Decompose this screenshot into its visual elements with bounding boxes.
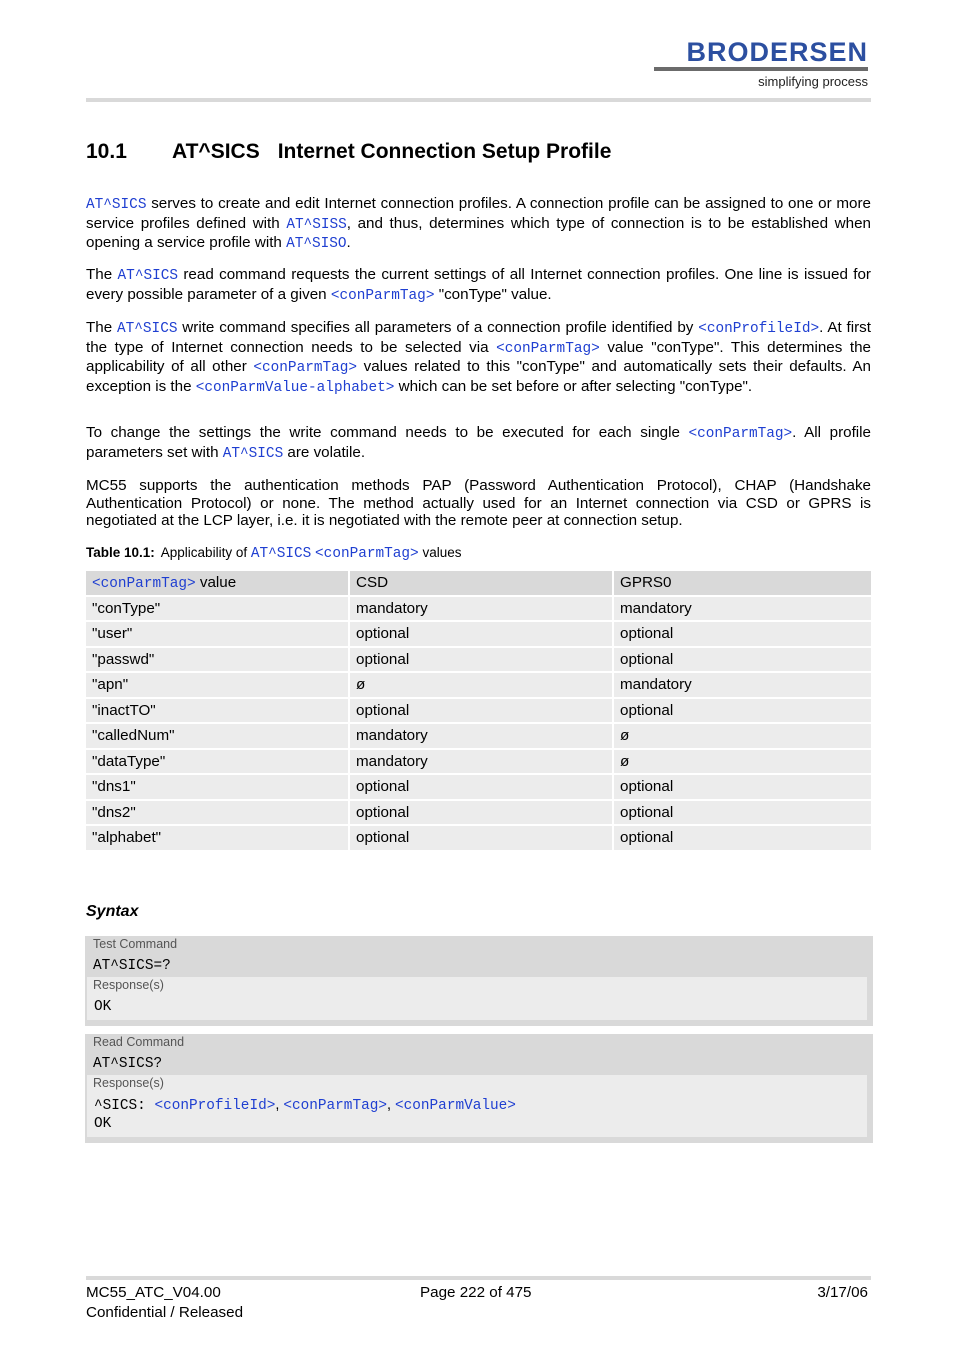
table-row	[86, 801, 873, 827]
test-response-box	[87, 977, 867, 1020]
table-cell: ø	[350, 673, 614, 699]
table-cell: optional	[350, 826, 614, 852]
table-cell: "calledNum"	[86, 724, 350, 750]
section-command: AT^SICS	[172, 140, 260, 163]
table-row	[86, 699, 873, 725]
doc-date: 3/17/06	[817, 1284, 868, 1301]
table-cell: optional	[350, 622, 614, 648]
table-cell: optional	[614, 801, 873, 827]
paragraph-auth: MC55 supports the authentication methods PAP (Password Authentication Protocol), CHAP (Handshake Authentication Protocol) or none. The method actually used for an Internet connection via CSD or GPRS is negotiated at the LCP layer, i.e. it is negotiated with the remote peer at connection setup.	[86, 477, 871, 529]
paragraph-change: To change the settings the write command needs to be executed for each single <conParmTag>. All profile parameters set with AT^SICS are volatile.	[86, 424, 871, 462]
table-row	[86, 826, 873, 852]
footer-left	[86, 1283, 243, 1323]
table-cell: "conType"	[86, 597, 350, 623]
read-response-line: ^SICS: <conProfileId>, <conParmTag>, <conParmValue>	[94, 1097, 516, 1114]
link-conprofileid[interactable]: <conProfileId>	[154, 1098, 276, 1114]
header-cell: <conParmTag> value	[86, 571, 350, 597]
brand-tagline: simplifying process	[758, 74, 868, 89]
table-cell: optional	[614, 775, 873, 801]
link-at-sics[interactable]: AT^SICS	[117, 321, 178, 337]
header-rule	[86, 98, 871, 102]
table-cell: "inactTO"	[86, 699, 350, 725]
read-command: AT^SICS?	[93, 1056, 163, 1072]
table-row	[86, 673, 873, 699]
table-cell: mandatory	[350, 750, 614, 776]
table-cell: mandatory	[350, 597, 614, 623]
link-conparmtag[interactable]: <conParmTag>	[253, 360, 358, 376]
link-at-sics[interactable]: AT^SICS	[86, 197, 147, 213]
read-response-ok: OK	[94, 1116, 112, 1132]
table-cell: mandatory	[614, 597, 873, 623]
brand-logo	[654, 37, 868, 89]
doc-id: MC55_ATC_V04.00	[86, 1284, 221, 1301]
table-row	[86, 775, 873, 801]
table-row	[86, 597, 873, 623]
test-command: AT^SICS=?	[93, 958, 171, 974]
read-response-box	[87, 1075, 867, 1137]
footer-rule	[86, 1276, 871, 1280]
table-row	[86, 750, 873, 776]
table-cell: optional	[614, 622, 873, 648]
test-command-box	[85, 936, 873, 1026]
link-conparmtag[interactable]: <conParmTag>	[330, 287, 435, 304]
doc-status: Confidential / Released	[86, 1304, 244, 1321]
response-label: Response(s)	[93, 1076, 164, 1090]
table-row	[86, 622, 873, 648]
table-cell: ø	[614, 750, 873, 776]
table-cell: "dns2"	[86, 801, 350, 827]
brand-name: BRODERSEN	[686, 37, 868, 67]
table-cell: "dataType"	[86, 750, 350, 776]
header-cell: GPRS0	[614, 571, 873, 597]
paragraph-write: The AT^SICS write command specifies all parameters of a connection profile identified by <conProfileId>. At first the type of Internet connection needs to be selected via <conParmTag> value "conType". This determines the applicability of all other <conParmTag> values related to this "conType" and automatically sets their defaults. An exception is the <conParmValue-alphabet> which can be set before or after selecting "conType".	[86, 319, 871, 396]
link-at-siso[interactable]: AT^SISO	[286, 236, 347, 252]
link-conparmtag[interactable]: <conParmTag>	[315, 546, 419, 562]
test-command-label: Test Command	[93, 937, 178, 951]
link-at-sics[interactable]: AT^SICS	[222, 445, 284, 462]
section-title-text: Internet Connection Setup Profile	[277, 140, 612, 163]
table-cell: optional	[614, 648, 873, 674]
test-response: OK	[94, 999, 112, 1015]
paragraph-read: The AT^SICS read command requests the current settings of all Internet connection profiles. One line is issued for every possible parameter of a given <conParmTag> "conType" value.	[86, 266, 871, 304]
table-cell: "user"	[86, 622, 350, 648]
table-row	[86, 724, 873, 750]
table-cell: "passwd"	[86, 648, 350, 674]
link-at-sics[interactable]: AT^SICS	[250, 546, 312, 562]
section-title	[86, 140, 611, 164]
page-number: Page 222 of 475	[420, 1284, 532, 1301]
table-cell: ø	[614, 724, 873, 750]
logo-bar	[654, 67, 868, 71]
syntax-heading: Syntax	[86, 903, 139, 920]
link-at-siss[interactable]: AT^SISS	[286, 216, 347, 233]
table-cell: "dns1"	[86, 775, 350, 801]
link-conparmtag[interactable]: <conParmTag>	[688, 426, 793, 442]
table-cell: mandatory	[614, 673, 873, 699]
read-command-label: Read Command	[93, 1035, 185, 1049]
table-cell: optional	[614, 826, 873, 852]
paragraph-intro: AT^SICS serves to create and edit Internet connection profiles. A connection profile can be assigned to one or more service profiles defined with AT^SISS, and thus, determines which type of connection is to be established when opening a service profile with AT^SISO.	[86, 195, 871, 252]
table-cell: optional	[350, 801, 614, 827]
table-cell: "apn"	[86, 673, 350, 699]
read-command-box	[85, 1034, 873, 1143]
link-at-sics[interactable]: AT^SICS	[117, 268, 178, 284]
link-conprofileid[interactable]: <conProfileId>	[698, 321, 820, 337]
link-conparmtag[interactable]: <conParmTag>	[283, 1098, 387, 1114]
link-conparmvalue[interactable]: <conParmValue>	[395, 1098, 516, 1114]
link-conparmtag[interactable]: <conParmTag>	[496, 340, 600, 357]
link-conparmtag[interactable]: <conParmTag>	[92, 575, 196, 592]
table-cell: optional	[614, 699, 873, 725]
table-cell: optional	[350, 648, 614, 674]
table-cell: "alphabet"	[86, 826, 350, 852]
section-number: 10.1	[86, 140, 127, 163]
table-cell: optional	[350, 775, 614, 801]
response-label: Response(s)	[93, 978, 164, 992]
table-cell: mandatory	[350, 724, 614, 750]
header-cell: CSD	[350, 571, 614, 597]
table-caption: Table 10.1: Applicability of AT^SICS <conParmTag> values	[86, 545, 462, 562]
table-cell: optional	[350, 699, 614, 725]
table-header-row	[86, 571, 873, 597]
link-conparmvalue-alphabet[interactable]: <conParmValue-alphabet>	[195, 379, 395, 396]
table-row	[86, 648, 873, 674]
applicability-table	[86, 571, 873, 852]
